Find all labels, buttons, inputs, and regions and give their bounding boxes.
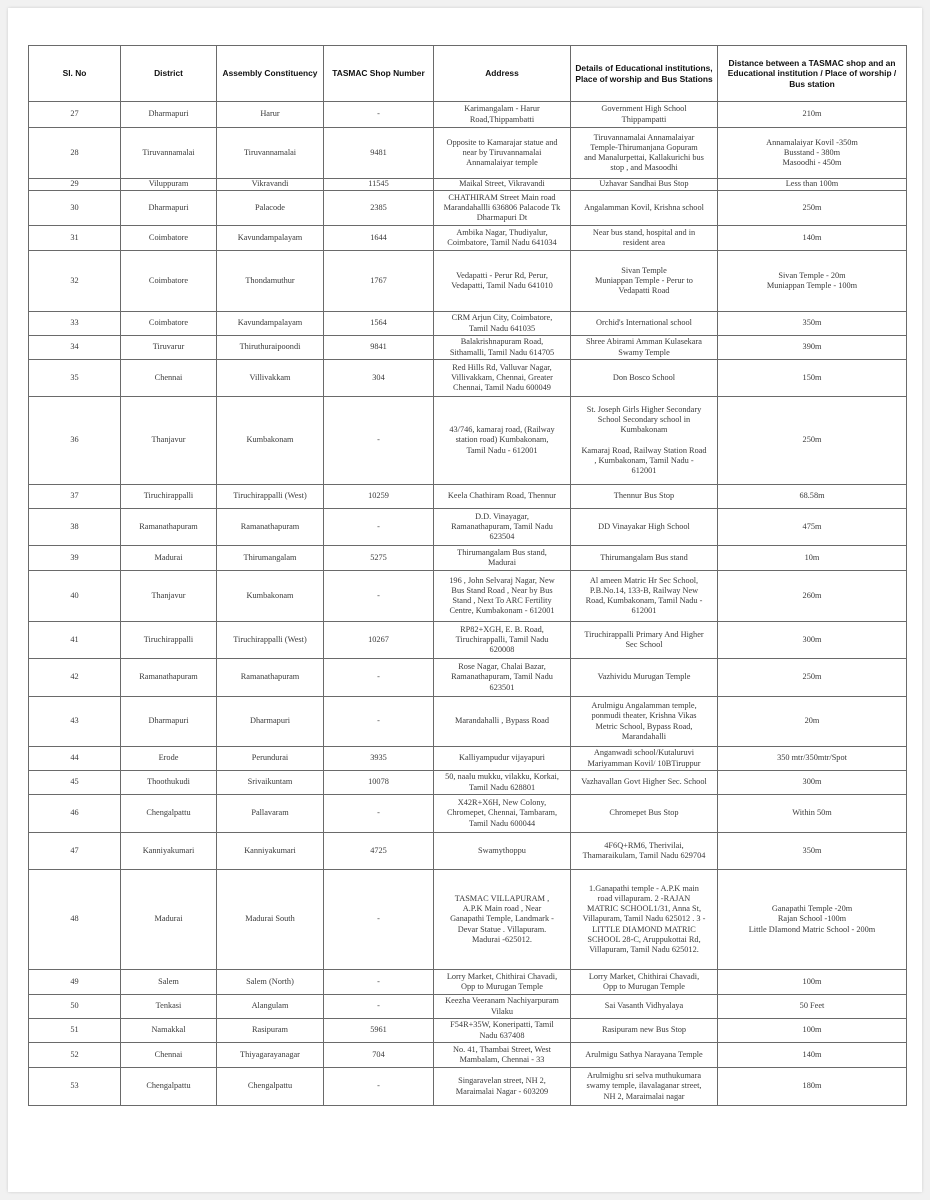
cell-assembly-constituency: Vikravandi [217, 179, 324, 191]
cell-address: 196 , John Selvaraj Nagar, New Bus Stand Road , Near by Bus Stand , Next To ARC Fertility Centre, Kumbakonam - 612001 [434, 571, 571, 622]
table-row [29, 697, 907, 747]
cell-district: Dharmapuri [121, 102, 217, 128]
cell-institution-details: Orchid's International school [571, 312, 718, 336]
cell-institution-details: Arulmighu sri selva muthukumara swamy temple, ilavalaganar street, NH 2, Maraimalai nagar [571, 1068, 718, 1106]
cell-distance: 140m [718, 226, 907, 251]
cell-distance: 210m [718, 102, 907, 128]
cell-address: Opposite to Kamarajar statue and near by Tiruvannamalai Annamalaiyar temple [434, 128, 571, 179]
cell-shop-number: - [324, 397, 434, 485]
cell-institution-details: Thirumangalam Bus stand [571, 546, 718, 571]
column-header-sl-no: Sl. No [29, 46, 121, 102]
cell-shop-number: 1767 [324, 251, 434, 312]
cell-district: Thanjavur [121, 397, 217, 485]
cell-distance: Within 50m [718, 795, 907, 833]
cell-assembly-constituency: Pallavaram [217, 795, 324, 833]
cell-institution-details: Vazhavallan Govt Higher Sec. School [571, 771, 718, 795]
cell-shop-number: - [324, 697, 434, 747]
cell-assembly-constituency: Thiruthuraipoondi [217, 336, 324, 360]
cell-shop-number: - [324, 509, 434, 546]
cell-shop-number: - [324, 102, 434, 128]
cell-institution-details: Sivan Temple Muniappan Temple - Perur to Vedapatti Road [571, 251, 718, 312]
table-row [29, 226, 907, 251]
cell-shop-number: 3935 [324, 747, 434, 771]
cell-distance: 140m [718, 1043, 907, 1068]
cell-sl-no: 29 [29, 179, 121, 191]
cell-distance: 350 mtr/350mtr/Spot [718, 747, 907, 771]
cell-distance: Ganapathi Temple -20m Rajan School -100m Little DIamond Matric School - 200m [718, 870, 907, 970]
cell-institution-details: Sai Vasanth Vidhyalaya [571, 995, 718, 1019]
cell-distance: 20m [718, 697, 907, 747]
cell-distance: 475m [718, 509, 907, 546]
table-row [29, 312, 907, 336]
table-row [29, 571, 907, 622]
cell-assembly-constituency: Thondamuthur [217, 251, 324, 312]
cell-institution-details: Vazhividu Murugan Temple [571, 659, 718, 697]
table-row [29, 191, 907, 226]
cell-distance: 250m [718, 659, 907, 697]
cell-institution-details: Shree Abirami Amman Kulasekara Swamy Temple [571, 336, 718, 360]
cell-institution-details: 4F6Q+RM6, Therivilai, Thamaraikulam, Tamil Nadu 629704 [571, 833, 718, 870]
document-page [8, 8, 922, 1192]
cell-sl-no: 52 [29, 1043, 121, 1068]
cell-institution-details: St. Joseph Girls Higher Secondary School Secondary school in Kumbakonam Kamaraj Road, Railway Station Road , Kumbakonam, Tamil Nadu - 612001 [571, 397, 718, 485]
cell-distance: Less than 100m [718, 179, 907, 191]
cell-address: No. 41, Thambai Street, West Mambalam, Chennai - 33 [434, 1043, 571, 1068]
cell-sl-no: 28 [29, 128, 121, 179]
cell-address: RP82+XGH, E. B. Road, Tiruchirappalli, Tamil Nadu 620008 [434, 622, 571, 659]
cell-assembly-constituency: Rasipuram [217, 1019, 324, 1043]
cell-institution-details: DD Vinayakar High School [571, 509, 718, 546]
cell-shop-number: 11545 [324, 179, 434, 191]
table-row [29, 622, 907, 659]
cell-institution-details: Chromepet Bus Stop [571, 795, 718, 833]
table-row [29, 1019, 907, 1043]
cell-district: Thoothukudi [121, 771, 217, 795]
table-row [29, 995, 907, 1019]
cell-shop-number: 4725 [324, 833, 434, 870]
column-header-assembly-constituency: Assembly Constituency [217, 46, 324, 102]
table-row [29, 509, 907, 546]
cell-sl-no: 46 [29, 795, 121, 833]
cell-shop-number: 5961 [324, 1019, 434, 1043]
cell-sl-no: 36 [29, 397, 121, 485]
cell-district: Chengalpattu [121, 1068, 217, 1106]
cell-shop-number: 9481 [324, 128, 434, 179]
column-header-district: District [121, 46, 217, 102]
cell-district: Tiruvarur [121, 336, 217, 360]
cell-address: TASMAC VILLAPURAM , A.P.K Main road , Near Ganapathi Temple, Landmark - Devar Statue . Villapuram. Madurai -625012. [434, 870, 571, 970]
cell-sl-no: 33 [29, 312, 121, 336]
cell-distance: 300m [718, 622, 907, 659]
cell-institution-details: Tiruvannamalai Annamalaiyar Temple-Thirumanjana Gopuram and Manalurpettai, Kallakurichi bus stop , and Masoodhi [571, 128, 718, 179]
cell-assembly-constituency: Palacode [217, 191, 324, 226]
cell-shop-number: - [324, 970, 434, 995]
cell-district: Chennai [121, 360, 217, 397]
cell-distance: 350m [718, 312, 907, 336]
cell-distance: 300m [718, 771, 907, 795]
cell-institution-details: Tiruchirappalli Primary And Higher Sec School [571, 622, 718, 659]
cell-address: Rose Nagar, Chalai Bazar, Ramanathapuram, Tamil Nadu 623501 [434, 659, 571, 697]
cell-sl-no: 39 [29, 546, 121, 571]
cell-district: Chengalpattu [121, 795, 217, 833]
cell-district: Kanniyakumari [121, 833, 217, 870]
cell-address: CRM Arjun City, Coimbatore, Tamil Nadu 641035 [434, 312, 571, 336]
cell-assembly-constituency: Tiruchirappalli (West) [217, 622, 324, 659]
cell-assembly-constituency: Kavundampalayam [217, 226, 324, 251]
table-row [29, 336, 907, 360]
cell-district: Tenkasi [121, 995, 217, 1019]
cell-shop-number: 10259 [324, 485, 434, 509]
cell-shop-number: 2385 [324, 191, 434, 226]
cell-address: 50, naalu mukku, vilakku, Korkai, Tamil Nadu 628801 [434, 771, 571, 795]
cell-assembly-constituency: Harur [217, 102, 324, 128]
cell-assembly-constituency: Alangulam [217, 995, 324, 1019]
cell-assembly-constituency: Madurai South [217, 870, 324, 970]
cell-sl-no: 47 [29, 833, 121, 870]
column-header-distance: Distance between a TASMAC shop and an Educational institution / Place of worship / Bus station [718, 46, 907, 102]
cell-district: Tiruvannamalai [121, 128, 217, 179]
cell-district: Madurai [121, 546, 217, 571]
cell-sl-no: 37 [29, 485, 121, 509]
cell-sl-no: 45 [29, 771, 121, 795]
cell-sl-no: 53 [29, 1068, 121, 1106]
cell-distance: 390m [718, 336, 907, 360]
cell-assembly-constituency: Tiruvannamalai [217, 128, 324, 179]
cell-district: Madurai [121, 870, 217, 970]
cell-distance: 10m [718, 546, 907, 571]
cell-address: Keela Chathiram Road, Thennur [434, 485, 571, 509]
cell-district: Dharmapuri [121, 697, 217, 747]
cell-shop-number: - [324, 995, 434, 1019]
cell-sl-no: 31 [29, 226, 121, 251]
cell-address: Maikal Street, Vikravandi [434, 179, 571, 191]
cell-assembly-constituency: Chengalpattu [217, 1068, 324, 1106]
cell-distance: Annamalaiyar Kovil -350m Busstand - 380m Masoodhi - 450m [718, 128, 907, 179]
cell-district: Dharmapuri [121, 191, 217, 226]
column-header-address: Address [434, 46, 571, 102]
cell-sl-no: 49 [29, 970, 121, 995]
cell-sl-no: 41 [29, 622, 121, 659]
cell-address: D.D. Vinayagar, Ramanathapuram, Tamil Nadu 623504 [434, 509, 571, 546]
table-row [29, 833, 907, 870]
cell-institution-details: Arulmigu Sathya Narayana Temple [571, 1043, 718, 1068]
cell-district: Ramanathapuram [121, 509, 217, 546]
cell-shop-number: 1564 [324, 312, 434, 336]
table-row [29, 485, 907, 509]
cell-assembly-constituency: Villivakkam [217, 360, 324, 397]
cell-address: Thirumangalam Bus stand, Madurai [434, 546, 571, 571]
cell-district: Chennai [121, 1043, 217, 1068]
cell-district: Coimbatore [121, 312, 217, 336]
cell-assembly-constituency: Perundurai [217, 747, 324, 771]
cell-address: Karimangalam - Harur Road,Thippambatti [434, 102, 571, 128]
cell-distance: 250m [718, 397, 907, 485]
cell-institution-details: Anganwadi school/Kutaluruvi Mariyamman Kovil/ 10BTiruppur [571, 747, 718, 771]
cell-shop-number: - [324, 1068, 434, 1106]
cell-shop-number: 10267 [324, 622, 434, 659]
column-header-institution-details: Details of Educational institutions, Place of worship and Bus Stations [571, 46, 718, 102]
cell-institution-details: Al ameen Matric Hr Sec School, P.B.No.14, 133-B, Railway New Road, Kumbakonam, Tamil Nadu - 612001 [571, 571, 718, 622]
cell-shop-number: - [324, 870, 434, 970]
table-row [29, 360, 907, 397]
cell-shop-number: 9841 [324, 336, 434, 360]
cell-district: Coimbatore [121, 226, 217, 251]
cell-assembly-constituency: Salem (North) [217, 970, 324, 995]
cell-district: Namakkal [121, 1019, 217, 1043]
cell-shop-number: 704 [324, 1043, 434, 1068]
cell-address: Ambika Nagar, Thudiyalur, Coimbatore, Tamil Nadu 641034 [434, 226, 571, 251]
cell-assembly-constituency: Tiruchirappalli (West) [217, 485, 324, 509]
cell-sl-no: 50 [29, 995, 121, 1019]
cell-sl-no: 30 [29, 191, 121, 226]
cell-institution-details: Angalamman Kovil, Krishna school [571, 191, 718, 226]
cell-sl-no: 34 [29, 336, 121, 360]
cell-sl-no: 40 [29, 571, 121, 622]
table-row [29, 1068, 907, 1106]
cell-assembly-constituency: Ramanathapuram [217, 509, 324, 546]
cell-district: Coimbatore [121, 251, 217, 312]
cell-address: X42R+X6H, New Colony, Chromepet, Chennai, Tambaram, Tamil Nadu 600044 [434, 795, 571, 833]
cell-district: Salem [121, 970, 217, 995]
cell-sl-no: 32 [29, 251, 121, 312]
cell-sl-no: 48 [29, 870, 121, 970]
cell-distance: 260m [718, 571, 907, 622]
cell-address: Balakrishnapuram Road, Sithamalli, Tamil Nadu 614705 [434, 336, 571, 360]
cell-address: Vedapatti - Perur Rd, Perur, Vedapatti, Tamil Nadu 641010 [434, 251, 571, 312]
cell-assembly-constituency: Dharmapuri [217, 697, 324, 747]
cell-institution-details: 1.Ganapathi temple - A.P.K main road villapuram. 2 -RAJAN MATRIC SCHOOL1/31, Anna St, Villapuram, Tamil Nadu 625012 . 3 - LITTLE DIAMOND MATRIC SCHOOL 28-C, Aruppukottai Rd, Villapuram, Tamil Nadu 625012. [571, 870, 718, 970]
table-row [29, 546, 907, 571]
table-row [29, 102, 907, 128]
cell-address: 43/746, kamaraj road, (Railway station road) Kumbakonam, Tamil Nadu - 612001 [434, 397, 571, 485]
cell-shop-number: 10078 [324, 771, 434, 795]
cell-distance: 250m [718, 191, 907, 226]
table-header-row [29, 46, 907, 102]
cell-institution-details: Lorry Market, Chithirai Chavadi, Opp to Murugan Temple [571, 970, 718, 995]
cell-distance: 100m [718, 970, 907, 995]
cell-district: Erode [121, 747, 217, 771]
cell-assembly-constituency: Srivaikuntam [217, 771, 324, 795]
cell-sl-no: 35 [29, 360, 121, 397]
cell-address: Red Hills Rd, Valluvar Nagar, Villivakkam, Chennai, Greater Chennai, Tamil Nadu 600049 [434, 360, 571, 397]
cell-assembly-constituency: Kanniyakumari [217, 833, 324, 870]
cell-district: Ramanathapuram [121, 659, 217, 697]
table-row [29, 1043, 907, 1068]
cell-address: Marandahalli , Bypass Road [434, 697, 571, 747]
cell-sl-no: 42 [29, 659, 121, 697]
table-body [29, 102, 907, 1106]
cell-sl-no: 38 [29, 509, 121, 546]
cell-assembly-constituency: Kavundampalayam [217, 312, 324, 336]
cell-distance: 150m [718, 360, 907, 397]
cell-institution-details: Rasipuram new Bus Stop [571, 1019, 718, 1043]
cell-address: Lorry Market, Chithirai Chavadi, Opp to Murugan Temple [434, 970, 571, 995]
cell-address: Swamythoppu [434, 833, 571, 870]
cell-sl-no: 51 [29, 1019, 121, 1043]
cell-district: Thanjavur [121, 571, 217, 622]
column-header-shop-number: TASMAC Shop Number [324, 46, 434, 102]
table-row [29, 970, 907, 995]
table-row [29, 251, 907, 312]
table-row [29, 659, 907, 697]
cell-address: Keezha Veeranam Nachiyarpuram Vilaku [434, 995, 571, 1019]
cell-distance: Sivan Temple - 20m Muniappan Temple - 100m [718, 251, 907, 312]
cell-shop-number: - [324, 795, 434, 833]
cell-institution-details: Don Bosco School [571, 360, 718, 397]
cell-address: F54R+35W, Koneripatti, Tamil Nadu 637408 [434, 1019, 571, 1043]
cell-sl-no: 27 [29, 102, 121, 128]
cell-shop-number: 1644 [324, 226, 434, 251]
cell-shop-number: - [324, 659, 434, 697]
cell-district: Viluppuram [121, 179, 217, 191]
table-row [29, 397, 907, 485]
cell-distance: 100m [718, 1019, 907, 1043]
cell-distance: 180m [718, 1068, 907, 1106]
cell-distance: 50 Feet [718, 995, 907, 1019]
cell-assembly-constituency: Thiyagarayanagar [217, 1043, 324, 1068]
cell-sl-no: 44 [29, 747, 121, 771]
cell-address: Singaravelan street, NH 2, Maraimalai Nagar - 603209 [434, 1068, 571, 1106]
table-row [29, 795, 907, 833]
cell-district: Tiruchirappalli [121, 622, 217, 659]
cell-district: Tiruchirappalli [121, 485, 217, 509]
table-row [29, 747, 907, 771]
cell-institution-details: Thennur Bus Stop [571, 485, 718, 509]
cell-institution-details: Arulmigu Angalamman temple, ponmudi theater, Krishna Vikas Metric School, Bypass Road, Marandahalli [571, 697, 718, 747]
cell-institution-details: Near bus stand, hospital and in resident area [571, 226, 718, 251]
table-row [29, 771, 907, 795]
tasmac-shops-table [28, 45, 907, 1106]
cell-distance: 350m [718, 833, 907, 870]
cell-shop-number: 304 [324, 360, 434, 397]
cell-assembly-constituency: Kumbakonam [217, 571, 324, 622]
table-row [29, 128, 907, 179]
table-row [29, 870, 907, 970]
cell-shop-number: - [324, 571, 434, 622]
cell-sl-no: 43 [29, 697, 121, 747]
cell-assembly-constituency: Kumbakonam [217, 397, 324, 485]
cell-address: Kalliyampudur vijayapuri [434, 747, 571, 771]
table-row [29, 179, 907, 191]
cell-institution-details: Government High School Thippampatti [571, 102, 718, 128]
cell-shop-number: 5275 [324, 546, 434, 571]
cell-assembly-constituency: Ramanathapuram [217, 659, 324, 697]
cell-distance: 68.58m [718, 485, 907, 509]
cell-address: CHATHIRAM Street Main road Marandahallli 636806 Palacode Tk Dharmapuri Dt [434, 191, 571, 226]
cell-assembly-constituency: Thirumangalam [217, 546, 324, 571]
cell-institution-details: Uzhavar Sandhai Bus Stop [571, 179, 718, 191]
